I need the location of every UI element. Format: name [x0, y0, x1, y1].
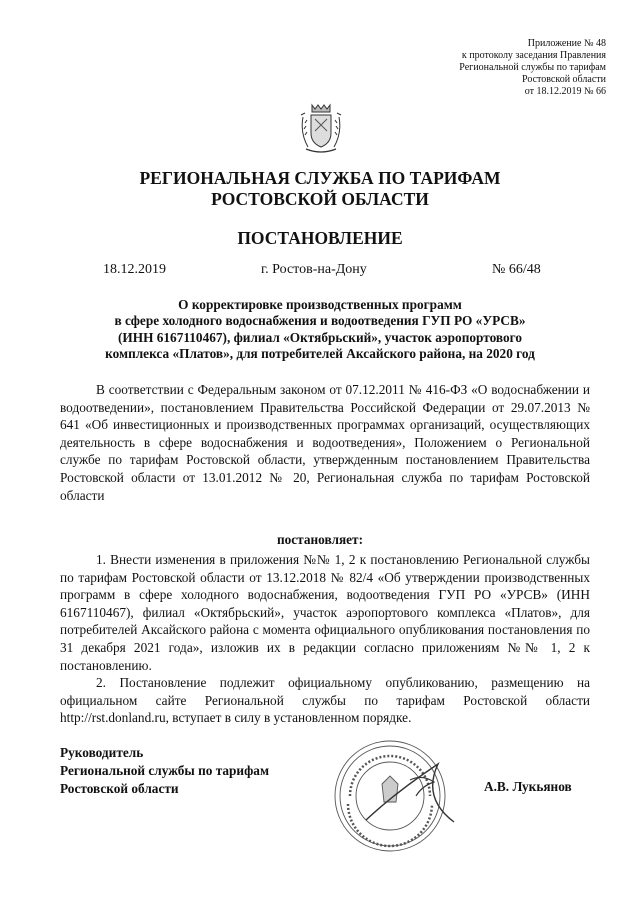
item-1-paragraph: 1. Внести изменения в приложения №№ 1, 2 к постановлению Региональной службы по тарифам Ростовской области от 13.12.2018 № 82/4 «Об утверждении производственных программ в сфере холодного водоснабжения, водоотведения ГУП РО «УРСВ» (ИНН 6167110467), филиал «Октябрьский», участок аэропортового комплекса «Платов», для потребителей Аксайского района с момента официального опубликования постановления по 31 декабря 2021 года», изложив их в редакции согласно приложениям №№ 1, 2 к постановлению. — [60, 552, 590, 673]
document-number: № 66/48 — [492, 262, 541, 277]
signer-title — [60, 744, 269, 798]
org-line: РЕГИОНАЛЬНАЯ СЛУЖБА ПО ТАРИФАМ — [139, 168, 501, 188]
signer-name: А.В. Лукьянов — [484, 779, 572, 794]
subject-line: в сфере холодного водоснабжения и водоотведения ГУП РО «УРСВ» — [114, 313, 526, 329]
annex-line: Ростовской области — [522, 74, 606, 85]
resolves-heading: постановляет: — [276, 532, 364, 547]
signer-title-line: Ростовской области — [60, 781, 179, 796]
organization-name — [0, 168, 640, 210]
preamble-paragraph: В соответствии с Федеральным законом от 07.12.2011 № 416-ФЗ «О водоснабжении и водоотведении», постановлением Правительства Российской Федерации от 29.07.2013 № 641 «Об инвестиционных и производственных программах организаций, осуществляющих деятельность в сфере водоснабжения и водоотведения», Положением о Региональной службе по тарифам Ростовской области, утвержденным постановлением Правительства Ростовской области от 13.01.2012 № 20, Региональная служба по тарифам Ростовской области — [60, 382, 590, 503]
subject-line: комплекса «Платов», для потребителей Аксайского района, на 2020 год — [105, 345, 535, 361]
official-seal-icon — [326, 724, 476, 854]
annex-line: к протоколу заседания Правления — [461, 50, 606, 61]
annex-line: Региональной службы по тарифам — [459, 62, 606, 73]
document-type: ПОСТАНОВЛЕНИЕ — [237, 228, 403, 248]
subject-line: О корректировке производственных программ — [178, 297, 462, 312]
coat-of-arms-icon — [298, 103, 344, 155]
document-subject — [60, 297, 580, 362]
date-line — [0, 262, 640, 280]
annex-line: от 18.12.2019 № 66 — [524, 86, 606, 97]
annex-note — [366, 38, 606, 98]
document-city: г. Ростов-на-Дону — [261, 262, 367, 277]
org-line: РОСТОВСКОЙ ОБЛАСТИ — [211, 189, 429, 209]
annex-line: Приложение № 48 — [527, 38, 606, 49]
item-2-paragraph: 2. Постановление подлежит официальному опубликованию, размещению на официальном сайте Региональной службы по тарифам Ростовской области http://rst.donland.ru, вступает в силу в установленном порядке. — [60, 675, 590, 726]
signer-title-line: Руководитель — [60, 745, 144, 760]
signer-title-line: Региональной службы по тарифам — [60, 763, 270, 778]
subject-line: (ИНН 6167110467), филиал «Октябрьский», участок аэропортового — [117, 329, 523, 345]
document-date: 18.12.2019 — [103, 262, 166, 277]
